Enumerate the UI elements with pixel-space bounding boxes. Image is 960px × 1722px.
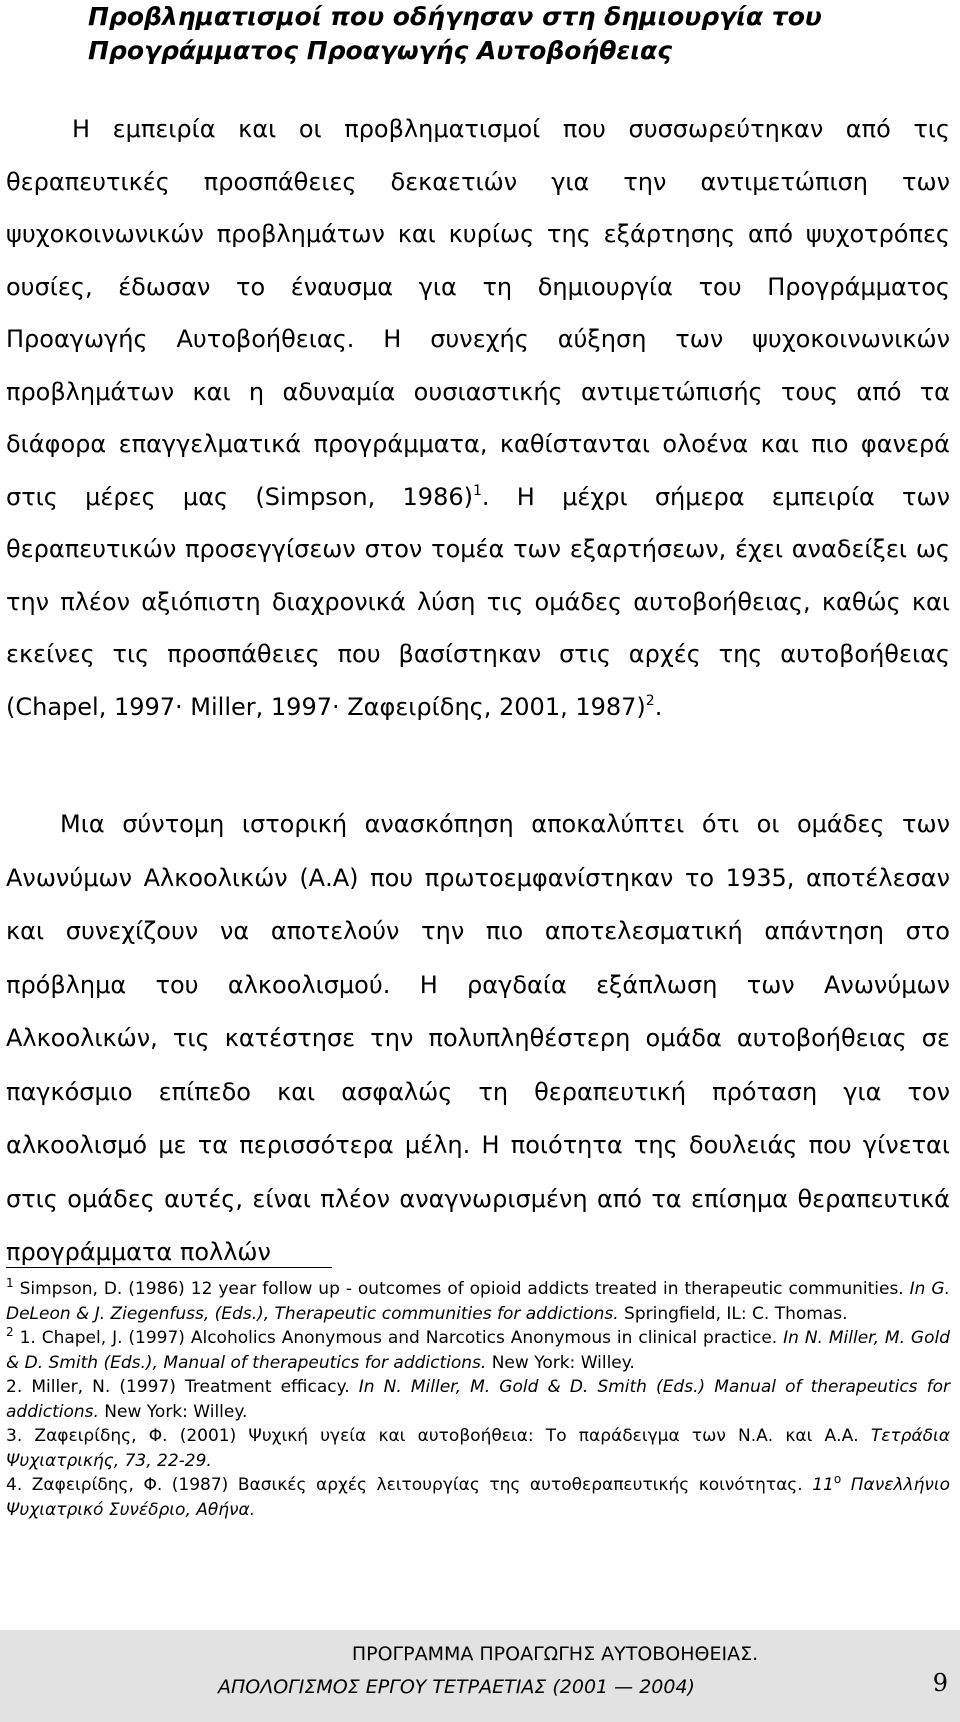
footnote-1 xyxy=(6,1277,950,1326)
footnote-2-item-3 xyxy=(6,1424,950,1473)
paragraph-1-text-b: . Η μέχρι σήμερα εμπειρία των θεραπευτικών προσεγγίσεων στον τομέα των εξαρτήσεων, έχει αναδείξει ως την πλέον αξιόπιστη διαχρονικά λύση τις ομάδες αυτοβοήθειας, καθώς και εκείνες τις προσπάθειες που βασίστηκαν στις αρχές της αυτοβοήθειας (Chapel, 1997· Miller, 1997· Ζαφειρίδης, 2001, 1987) xyxy=(6,482,950,721)
footnote-separator xyxy=(6,1267,332,1268)
footnote-2-item-1-b: In N. Miller, M. Gold & D. Smith (Eds.), Manual of therapeutics for addictions. xyxy=(6,1328,951,1373)
footnote-2-item-3-b: Τετράδια Ψυχιατρικής, 73, 22-29. xyxy=(6,1426,950,1471)
footnotes xyxy=(6,1277,950,1522)
footnote-2-item-3-a: 3. Ζαφειρίδης, Φ. (2001) Ψυχική υγεία και αυτοβοήθεια: Το παράδειγμα των Ν.Α. και Α.Α. xyxy=(6,1426,871,1446)
paragraph-2: Μια σύντομη ιστορική ανασκόπηση αποκαλύπτει ότι οι ομάδες των Ανωνύμων Αλκοολικών (Α.Α) που πρωτοεμφανίστηκαν το 1935, αποτέλεσαν και συνεχίζουν να αποτελούν την πιο αποτελεσματική απάντηση στο πρόβλημα του αλκοολισμού. Η ραγδαία εξάπλωση των Ανωνύμων Αλκοολικών, τις κατέστησε την πολυπληθέστερη ομάδα αυτοβοήθειας σε παγκόσμιο επίπεδο και ασφαλώς τη θεραπευτική πρόταση για τον αλκοολισμό με τα περισσότερα μέλη. Η ποιότητα της δουλειάς που γίνεται στις ομάδες αυτές, είναι πλέον αναγνωρισμένη από τα επίσημα θεραπευτικά προγράμματα πολλών xyxy=(6,810,950,1266)
footnote-1-text-b: In G. DeLeon & J. Ziegenfuss, (Eds.), Therapeutic communities for addictions. xyxy=(6,1279,950,1324)
footnote-2-item-2-a: 2. Miller, N. (1997) Treatment efficacy. xyxy=(6,1377,359,1397)
footnote-2-item-4-c: Πανελλήνιο Ψυχιατρικό Συνέδριο, Αθήνα. xyxy=(6,1475,950,1520)
footnote-ref-2: 2 xyxy=(645,692,655,709)
title-line-1: Προβληματισμοί που οδήγησαν στη δημιουργία του xyxy=(88,2,822,31)
page-number: 9 xyxy=(932,1669,948,1697)
footnote-2-item-1 xyxy=(6,1326,950,1375)
footnote-2-item-1-c: New York: Willey. xyxy=(486,1352,635,1373)
footnote-1-text-a: Simpson, D. (1986) 12 year follow up - outcomes of opioid addicts treated in therapeutic communities. xyxy=(13,1279,910,1299)
footer-program-name: ΠΡΟΓΡΑΜΜΑ ΠΡΟΑΓΩΓΗΣ ΑΥΤΟΒΟΗΘΕΙΑΣ. xyxy=(351,1643,759,1665)
footnote-2-mark: 2 xyxy=(6,1325,14,1339)
footnote-2-item-2 xyxy=(6,1375,950,1424)
footnote-1-text-c: Springfield, IL: C. Thomas. xyxy=(618,1303,848,1324)
footnote-1-mark: 1 xyxy=(6,1276,14,1290)
footnote-2-item-4-b: 11 xyxy=(812,1475,834,1495)
paragraph-1-text-a: Η εμπειρία και οι προβληματισμοί που συσσωρεύτηκαν από τις θεραπευτικές προσπάθειες δεκαετιών για την αντιμετώπιση των ψυχοκοινωνικών προβλημάτων και κυρίως της εξάρτησης από ψυχοτρόπες ουσίες, έδωσαν το έναυσμα για τη δημιουργία του Προγράμματος Προαγωγής Αυτοβοήθειας. Η συνεχής αύξηση των ψυχοκοινωνικών προβλημάτων και η αδυναμία ουσιαστικής αντιμετώπισής τους από τα διάφορα επαγγελματικά προγράμματα, καθίστανται ολοένα και πιο φανερά στις μέρες μας (Simpson, 1986) xyxy=(6,115,950,511)
footnote-ref-1: 1 xyxy=(472,482,482,499)
footnote-2-item-2-c: New York: Willey. xyxy=(98,1401,248,1422)
footer-report-title: ΑΠΟΛΟΓΙΣΜΟΣ ΕΡΓΟΥ ΤΕΤΡΑΕΤΙΑΣ (2001 — 2004) xyxy=(218,1676,695,1698)
paragraph-1-text-c: . xyxy=(654,692,663,721)
paragraph-1 xyxy=(6,103,950,733)
footnote-2-item-4-a: 4. Ζαφειρίδης, Φ. (1987) Βασικές αρχές λειτουργίας της αυτοθεραπευτικής κοινότητας. xyxy=(6,1475,813,1495)
footnote-2-item-2-b: In N. Miller, M. Gold & D. Smith (Eds.) Manual of therapeutics for addictions. xyxy=(6,1377,950,1422)
section-title xyxy=(88,0,950,68)
footnote-2-item-4 xyxy=(6,1473,950,1522)
footnote-2-item-1-a: 1. Chapel, J. (1997) Alcoholics Anonymous and Narcotics Anonymous in clinical practice. xyxy=(13,1328,784,1348)
footnote-2-item-4-sup: ο xyxy=(833,1472,842,1486)
title-line-2: Προγράμματος Προαγωγής Αυτοβοήθειας xyxy=(88,36,673,65)
